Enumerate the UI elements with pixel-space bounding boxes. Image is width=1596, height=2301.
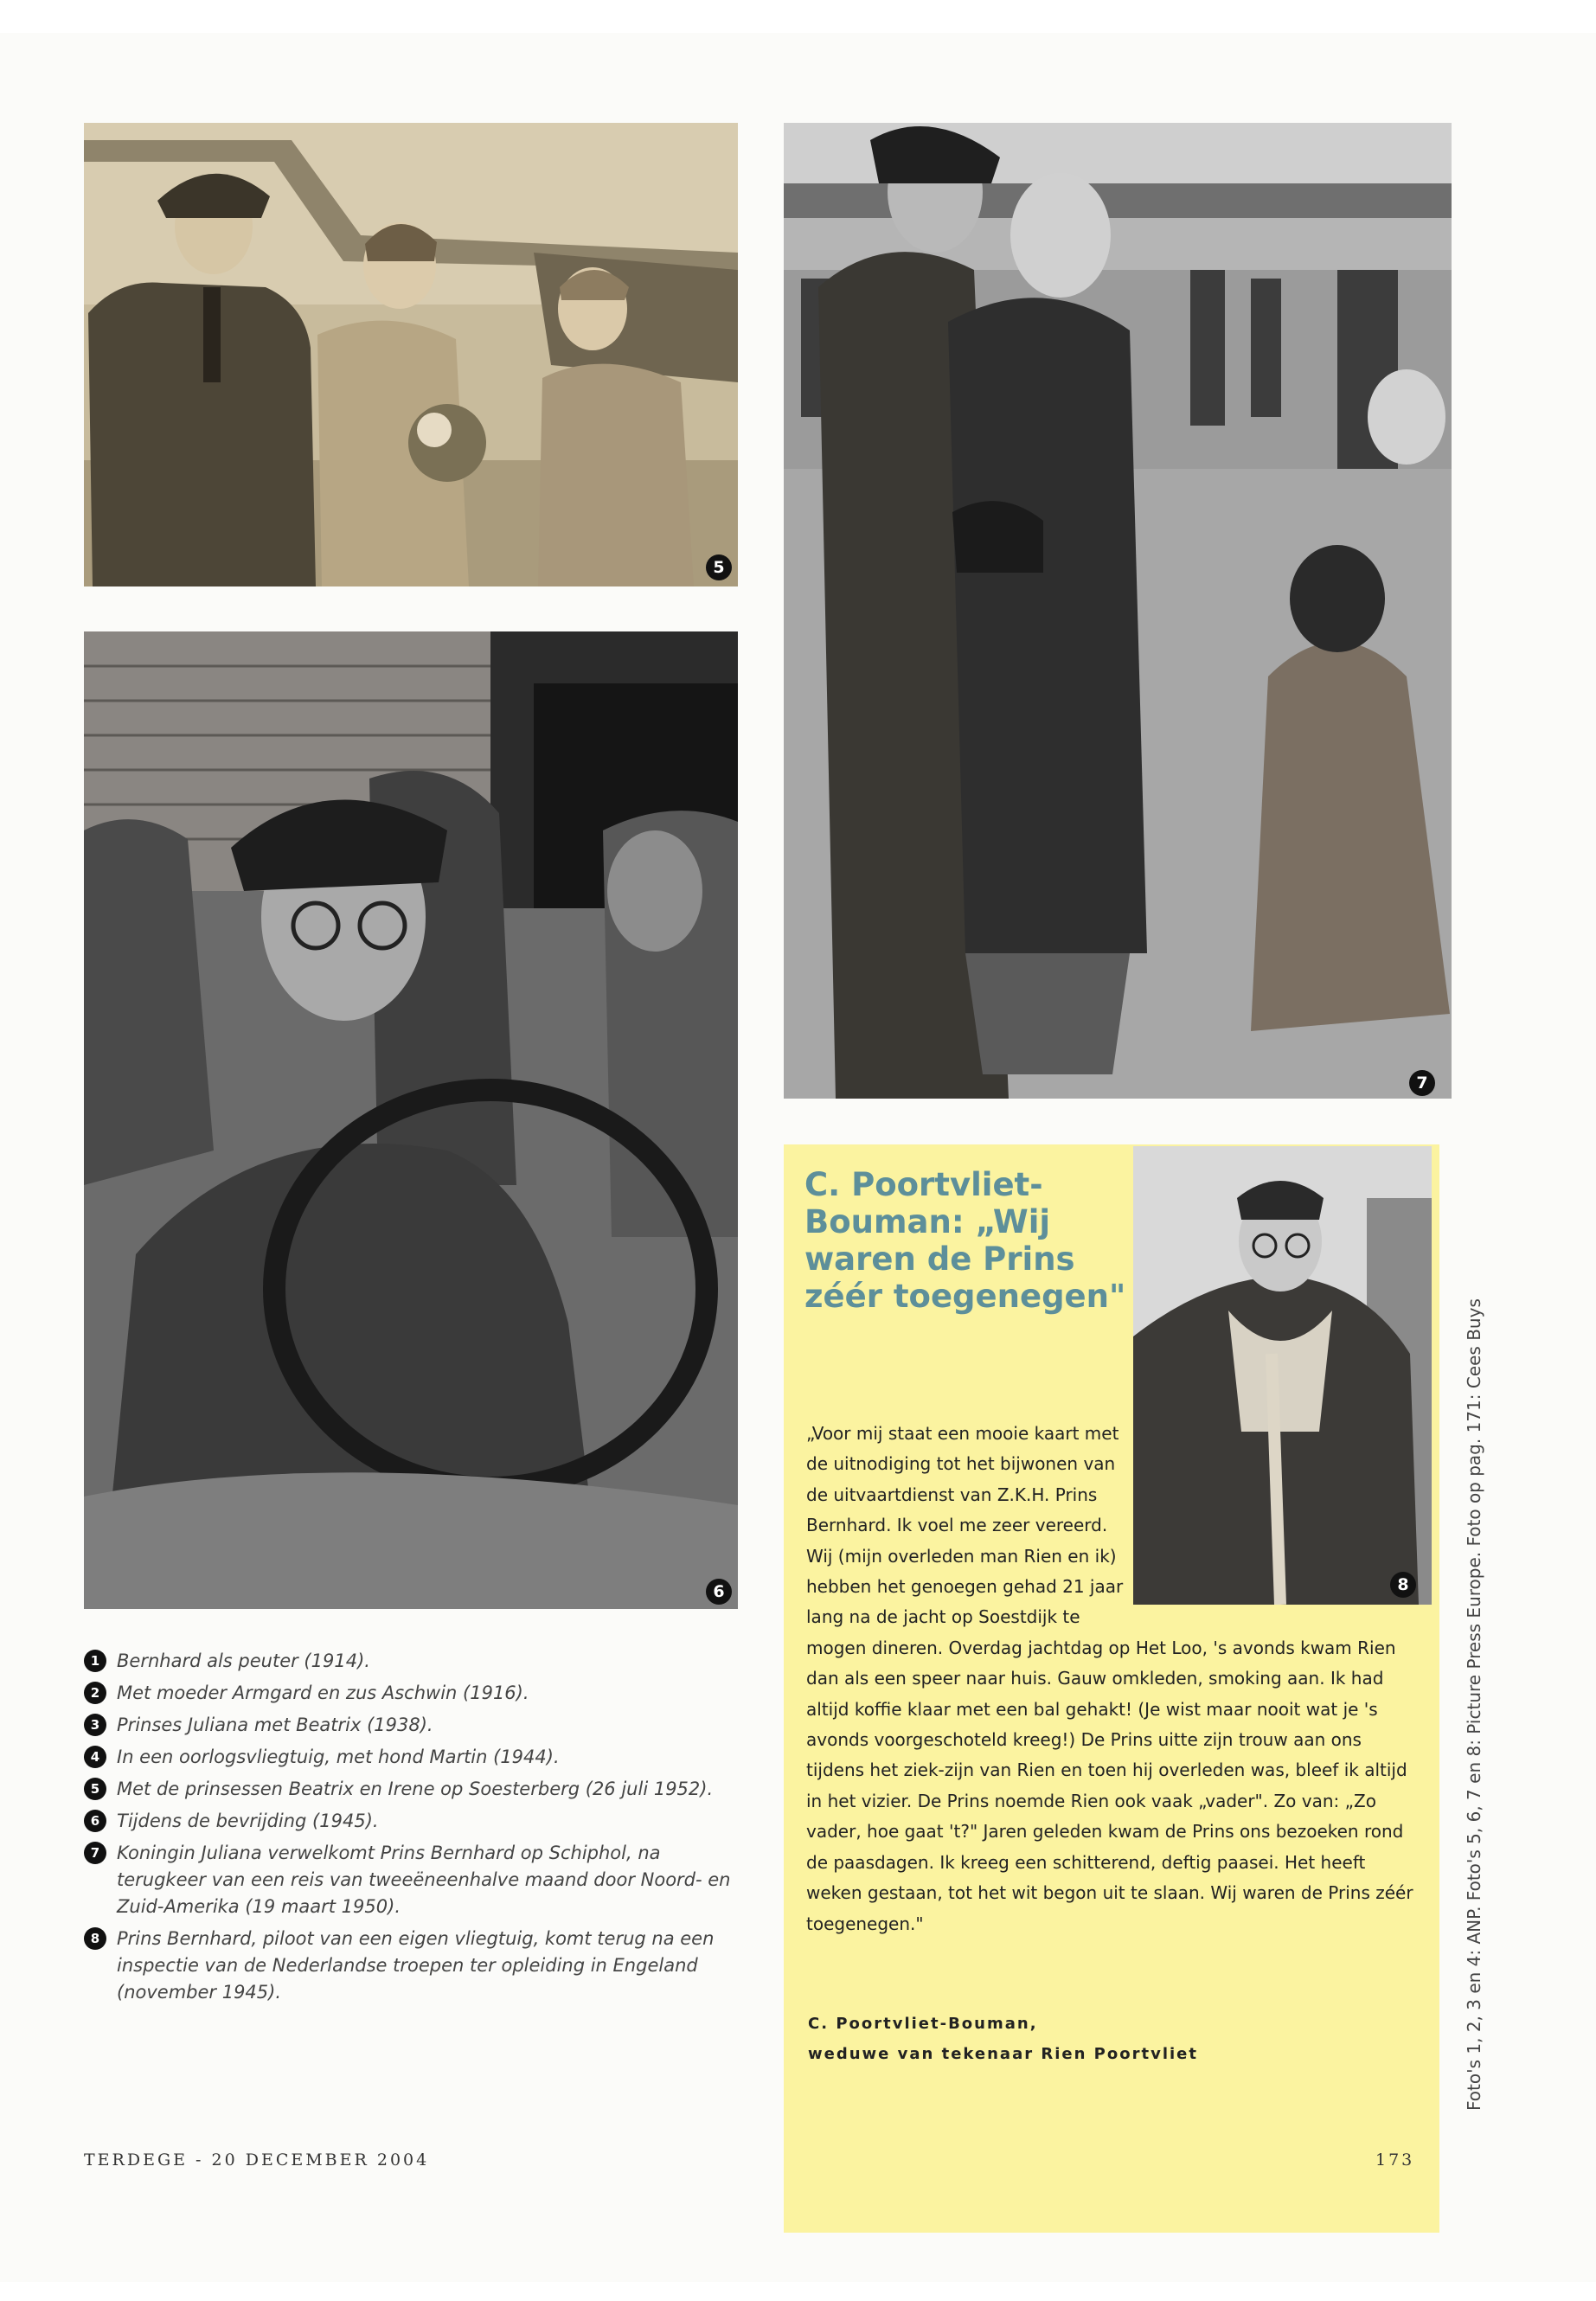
caption-number-badge: 6 bbox=[84, 1810, 106, 1832]
photo-number-badge: 8 bbox=[1390, 1572, 1416, 1598]
caption-number-badge: 2 bbox=[84, 1682, 106, 1704]
caption-text: Met de prinsessen Beatrix en Irene op Soesterberg (26 juli 1952). bbox=[117, 1779, 714, 1799]
caption-number-badge: 8 bbox=[84, 1927, 106, 1950]
caption-number-badge: 4 bbox=[84, 1746, 106, 1768]
caption-item bbox=[84, 1744, 741, 1771]
article-headline: C. Poortvliet-Bouman: „Wij waren de Prins zéér toegenegen" bbox=[804, 1166, 1126, 1315]
footer-issue: TERDEGE - 20 DECEMBER 2004 bbox=[84, 2150, 430, 2170]
photo-number-badge: 6 bbox=[706, 1579, 732, 1605]
photo-soesterberg bbox=[84, 123, 738, 586]
caption-number-badge: 5 bbox=[84, 1778, 106, 1800]
caption-item bbox=[84, 1776, 741, 1803]
page-number: 173 bbox=[1375, 2150, 1415, 2170]
caption-number-badge: 3 bbox=[84, 1714, 106, 1736]
caption-text: Koningin Juliana verwelkomt Prins Bernhard op Schiphol, na terugkeer van een reis van tweeëneenhalve maand door Noord- en Zuid-Amerika (19 maart 1950). bbox=[117, 1843, 731, 1917]
caption-text: Met moeder Armgard en zus Aschwin (1916). bbox=[117, 1682, 529, 1703]
article-body bbox=[806, 1419, 1419, 1939]
caption-item bbox=[84, 1840, 741, 1920]
photo-liberation bbox=[84, 631, 738, 1609]
photo-number-badge: 7 bbox=[1409, 1070, 1435, 1096]
caption-number-badge: 1 bbox=[84, 1650, 106, 1672]
caption-text: Tijdens de bevrijding (1945). bbox=[117, 1811, 379, 1831]
photo-captions bbox=[84, 1648, 741, 2011]
caption-item bbox=[84, 1712, 741, 1739]
byline bbox=[808, 2009, 1413, 2069]
caption-text: Prins Bernhard, piloot van een eigen vliegtuig, komt terug na een inspectie van de Nederlandse troepen ter opleiding in Engeland (november 1945). bbox=[117, 1928, 715, 2003]
photo-number-badge: 5 bbox=[706, 554, 732, 580]
caption-item bbox=[84, 1808, 741, 1835]
caption-item bbox=[84, 1680, 741, 1707]
caption-item bbox=[84, 1926, 741, 2006]
byline-name: C. Poortvliet-Bouman, bbox=[808, 2015, 1038, 2033]
caption-text: In een oorlogsvliegtuig, met hond Martin (1944). bbox=[117, 1747, 560, 1767]
caption-text: Bernhard als peuter (1914). bbox=[117, 1650, 370, 1671]
caption-text: Prinses Juliana met Beatrix (1938). bbox=[117, 1715, 433, 1735]
caption-number-badge: 7 bbox=[84, 1842, 106, 1864]
byline-role: weduwe van tekenaar Rien Poortvliet bbox=[808, 2045, 1198, 2063]
caption-item bbox=[84, 1648, 741, 1675]
article-text: „Voor mij staat een mooie kaart met de uitnodiging tot het bijwonen van de uitvaartdienst van Z.K.H. Prins Bernhard. Ik voel me zeer vereerd. Wij (mijn overleden man Rien en ik) hebben het genoegen gehad 21 jaar lang na de jacht op Soestdijk te mogen dineren. Overdag jachtdag op Het Loo, 's avonds kwam Rien dan als een speer naar huis. Gauw omkleden, smoking aan. Ik had altijd koffie klaar met een bal gehakt! (Je wist maar nooit wat je 's avonds voorgeschoteld kreeg!) De Prins uitte zijn trouw aan ons tijdens het ziek-zijn van Rien en toen hij overleden was, bleef ik altijd in het vizier. De Prins noemde Rien ook vaak „vader". Zo van: „Zo vader, hoe gaat 't?" Jaren geleden kwam de Prins ons bezoeken rond de paasdagen. Ik kreeg een schitterend, deftig paasei. Het heeft weken gestaan, tot het wit begon uit te slaan. Wij waren de Prins zéér toegenegen." bbox=[806, 1423, 1413, 1934]
photo-wrap-space bbox=[1126, 1419, 1419, 1605]
photo-credit: Foto's 1, 2, 3 en 4: ANP. Foto's 5, 6, 7 en 8: Picture Press Europe. Foto op pag. 171: Cees Buys bbox=[1464, 1298, 1484, 2111]
photo-schiphol-welcome bbox=[784, 123, 1452, 1099]
